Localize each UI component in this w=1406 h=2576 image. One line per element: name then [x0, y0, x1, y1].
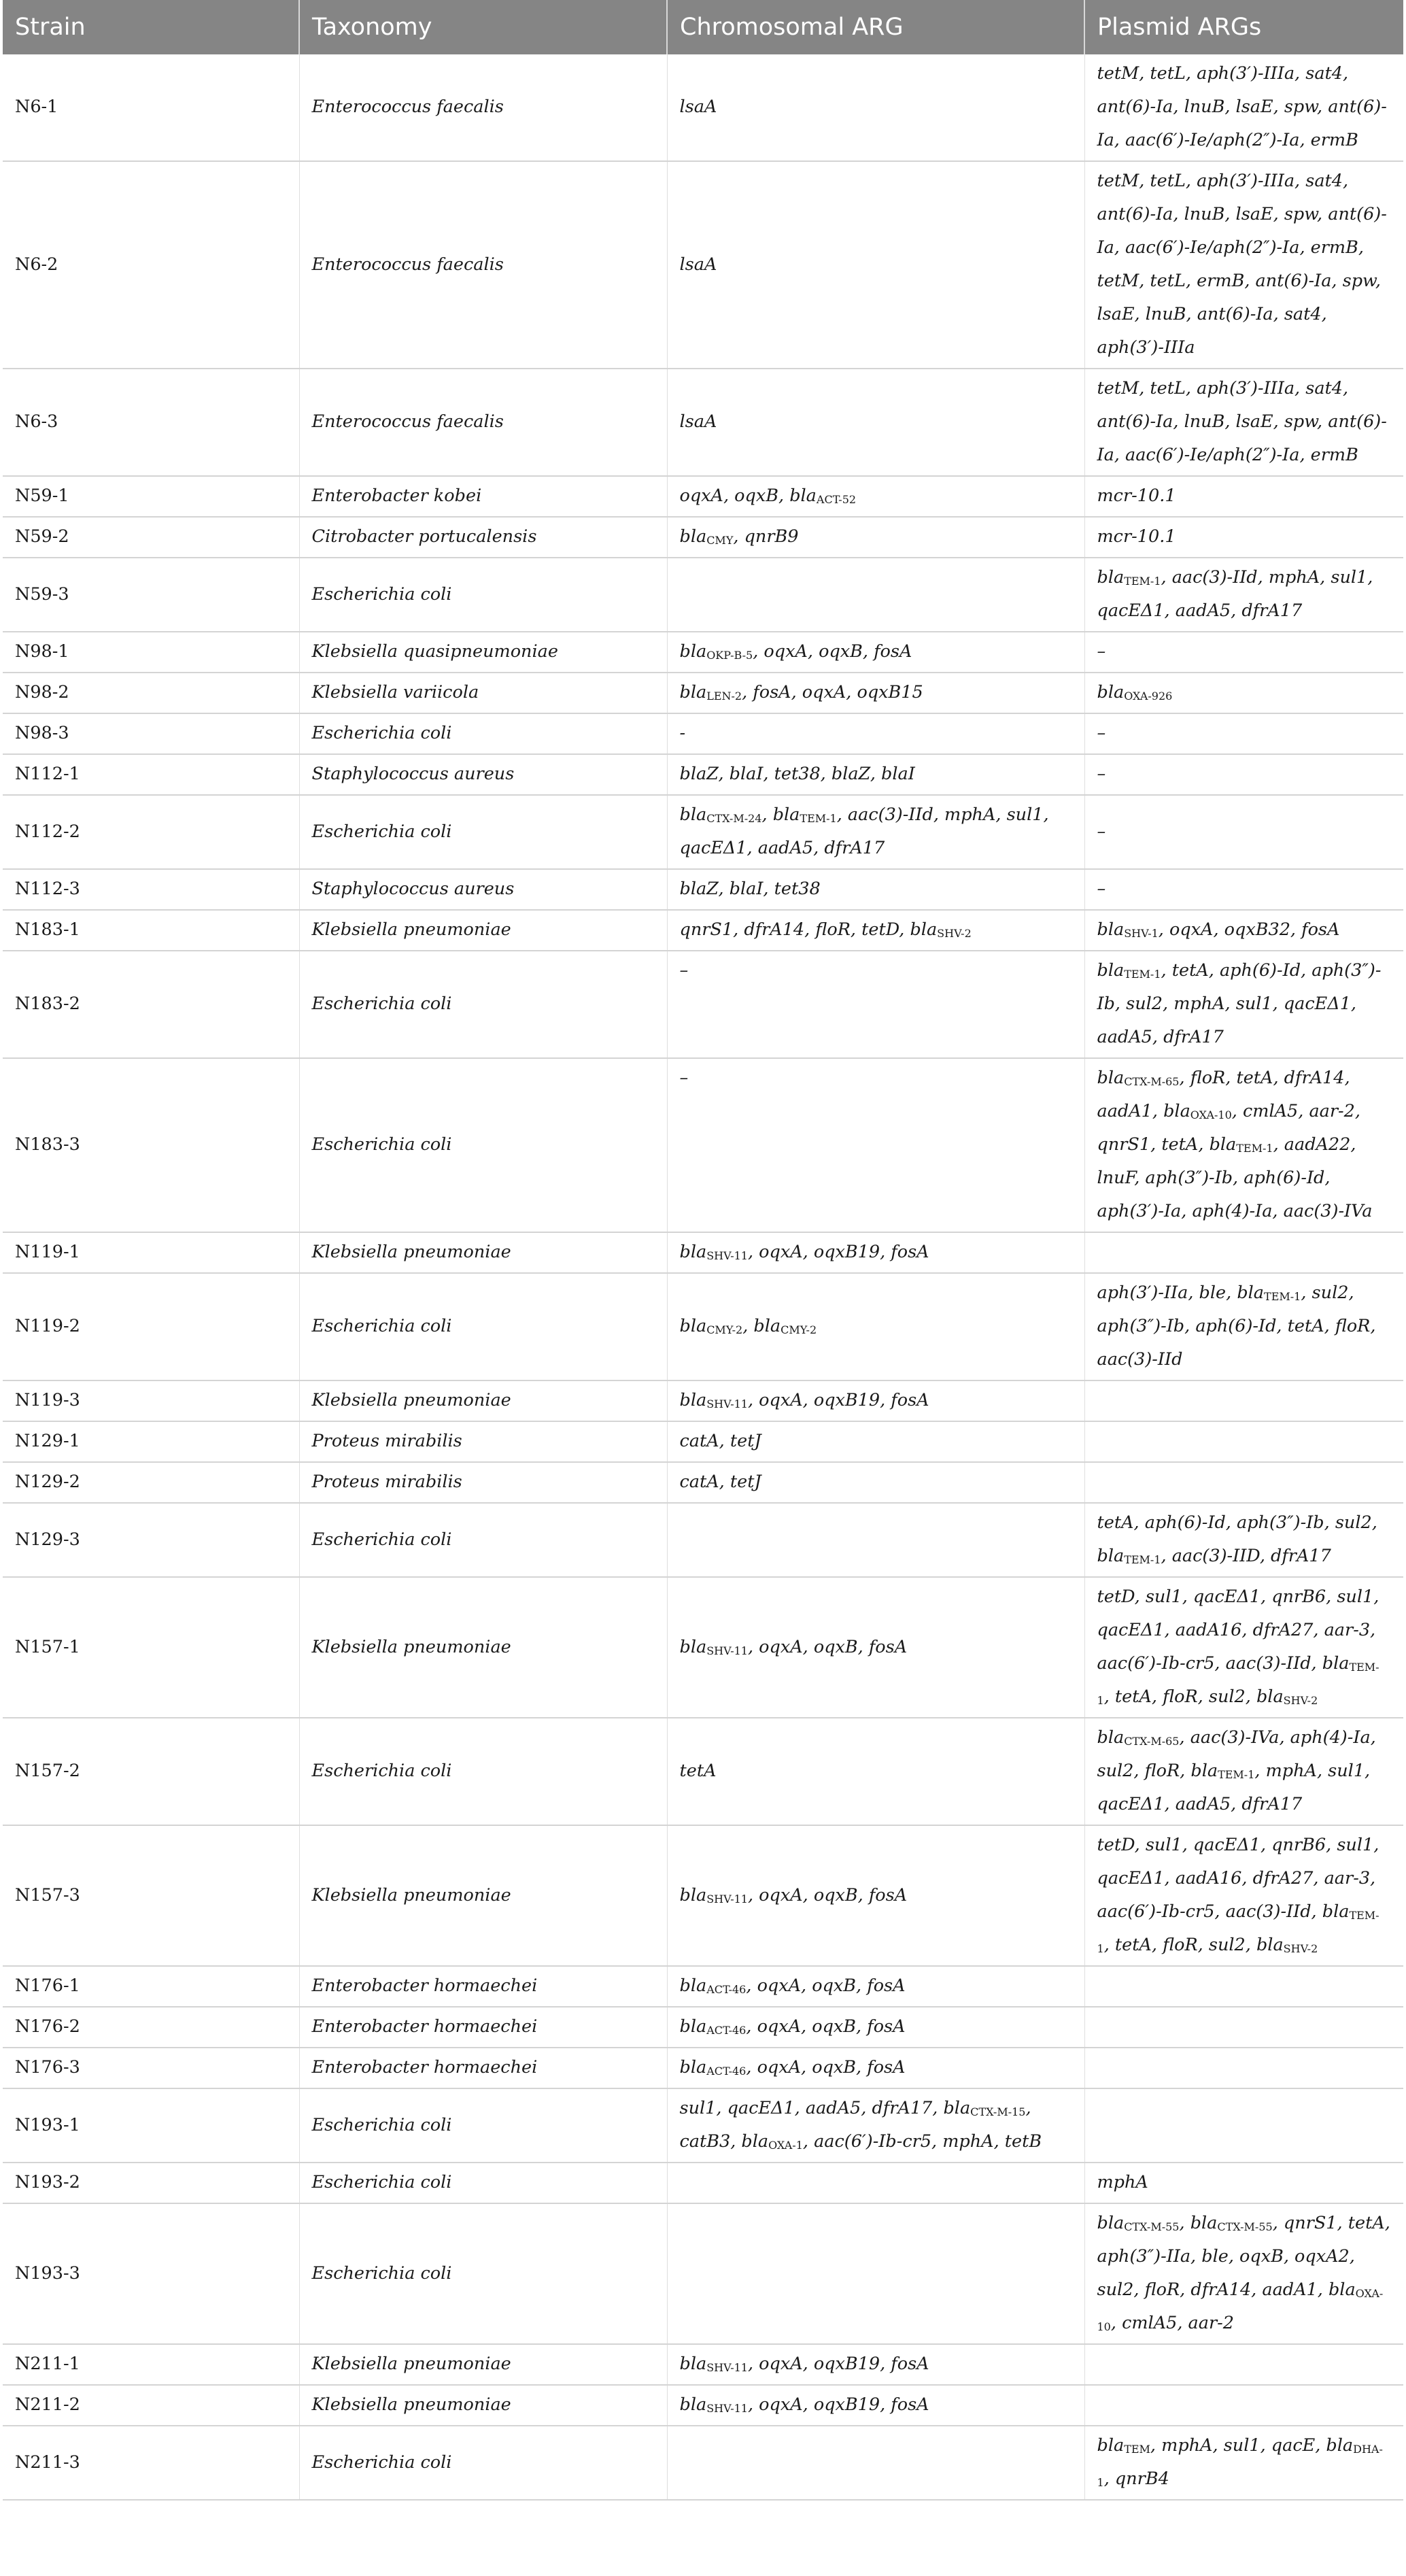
table-row — [3, 1380, 1403, 1421]
strain-cell: N193-1 — [3, 2088, 299, 2163]
chromosomal-arg-cell — [667, 2163, 1084, 2203]
table-row — [3, 558, 1403, 632]
table-row — [3, 951, 1403, 1058]
plasmid-args-cell: tetD, sul1, qacEΔ1, qnrB6, sul1, qacEΔ1, aadA16, dfrA27, aar-3, aac(6′)-Ib-cr5, aac(3)-IId, bla$_{TEM-1}$, tetA, floR, sul2, bla$_{SHV-2}$ — [1084, 1825, 1403, 1966]
chromosomal-arg-cell: bla$_{SHV-11}$, oqxA, oqxB, fosA — [667, 1825, 1084, 1966]
strain-cell: N183-1 — [3, 910, 299, 951]
arg-table — [3, 0, 1403, 2501]
chromosomal-arg-cell: bla$_{OKP-B-5}$, oqxA, oqxB, fosA — [667, 632, 1084, 673]
table-row — [3, 869, 1403, 910]
taxonomy-cell: Staphylococcus aureus — [299, 869, 667, 910]
strain-cell: N119-2 — [3, 1273, 299, 1380]
taxonomy-cell: Enterobacter kobei — [299, 476, 667, 517]
table-body — [3, 54, 1403, 2500]
taxonomy-cell: Klebsiella pneumoniae — [299, 1232, 667, 1273]
plasmid-args-cell: – — [1084, 795, 1403, 869]
table-row — [3, 1058, 1403, 1232]
taxonomy-cell: Klebsiella variicola — [299, 673, 667, 713]
strain-cell: N211-3 — [3, 2426, 299, 2500]
table-row — [3, 2007, 1403, 2048]
strain-cell: N98-1 — [3, 632, 299, 673]
chromosomal-arg-cell — [667, 2203, 1084, 2344]
plasmid-args-cell: tetD, sul1, qacEΔ1, qnrB6, sul1, qacEΔ1, aadA16, dfrA27, aar-3, aac(6′)-Ib-cr5, aac(3)-IId, bla$_{TEM-1}$, tetA, floR, sul2, bla$_{SHV-2}$ — [1084, 1577, 1403, 1718]
strain-cell: N98-2 — [3, 673, 299, 713]
chromosomal-arg-cell — [667, 1503, 1084, 1577]
plasmid-args-cell — [1084, 1966, 1403, 2007]
table-header — [3, 0, 1403, 54]
strain-cell: N176-1 — [3, 1966, 299, 2007]
table-row — [3, 476, 1403, 517]
plasmid-args-cell — [1084, 2385, 1403, 2426]
taxonomy-cell: Escherichia coli — [299, 558, 667, 632]
plasmid-args-cell: bla$_{CTX-M-65}$, aac(3)-IVa, aph(4)-Ia, sul2, floR, bla$_{TEM-1}$, mphA, sul1, qacEΔ1, aadA5, dfrA17 — [1084, 1718, 1403, 1825]
table-row — [3, 1503, 1403, 1577]
chromosomal-arg-cell: bla$_{ACT-46}$, oqxA, oqxB, fosA — [667, 1966, 1084, 2007]
table-row — [3, 1421, 1403, 1462]
header-row — [3, 0, 1403, 54]
plasmid-args-cell: mcr-10.1 — [1084, 476, 1403, 517]
taxonomy-cell: Escherichia coli — [299, 713, 667, 754]
taxonomy-cell: Escherichia coli — [299, 951, 667, 1058]
taxonomy-cell: Escherichia coli — [299, 795, 667, 869]
table-row — [3, 1232, 1403, 1273]
table-row — [3, 673, 1403, 713]
strain-cell: N119-1 — [3, 1232, 299, 1273]
plasmid-args-cell: bla$_{TEM}$, mphA, sul1, qacE, bla$_{DHA-1}$, qnrB4 — [1084, 2426, 1403, 2500]
table-row — [3, 1462, 1403, 1503]
taxonomy-cell: Proteus mirabilis — [299, 1462, 667, 1503]
table-row — [3, 1825, 1403, 1966]
taxonomy-cell: Enterobacter hormaechei — [299, 2048, 667, 2088]
plasmid-args-cell: bla$_{TEM-1}$, aac(3)-IId, mphA, sul1, qacEΔ1, aadA5, dfrA17 — [1084, 558, 1403, 632]
taxonomy-cell: Klebsiella pneumoniae — [299, 910, 667, 951]
chromosomal-arg-cell: bla$_{LEN-2}$, fosA, oqxA, oqxB15 — [667, 673, 1084, 713]
plasmid-args-cell: tetM, tetL, aph(3′)-IIIa, sat4, ant(6)-Ia, lnuB, lsaE, spw, ant(6)-Ia, aac(6′)-Ie/aph(2″)-Ia, ermB — [1084, 54, 1403, 161]
strain-cell: N59-1 — [3, 476, 299, 517]
taxonomy-cell: Klebsiella pneumoniae — [299, 2344, 667, 2385]
arg-table-container — [3, 0, 1403, 2501]
taxonomy-cell: Citrobacter portucalensis — [299, 517, 667, 558]
chromosomal-arg-cell — [667, 2426, 1084, 2500]
plasmid-args-cell: tetM, tetL, aph(3′)-IIIa, sat4, ant(6)-Ia, lnuB, lsaE, spw, ant(6)-Ia, aac(6′)-Ie/aph(2″)-Ia, ermB — [1084, 369, 1403, 476]
chromosomal-arg-cell: bla$_{ACT-46}$, oqxA, oqxB, fosA — [667, 2007, 1084, 2048]
strain-cell: N59-2 — [3, 517, 299, 558]
taxonomy-cell: Escherichia coli — [299, 2203, 667, 2344]
strain-cell: N157-2 — [3, 1718, 299, 1825]
plasmid-args-cell — [1084, 2344, 1403, 2385]
plasmid-args-cell — [1084, 2088, 1403, 2163]
plasmid-args-cell: bla$_{OXA-926}$ — [1084, 673, 1403, 713]
plasmid-args-cell — [1084, 1232, 1403, 1273]
strain-cell: N6-1 — [3, 54, 299, 161]
chromosomal-arg-cell: tetA — [667, 1718, 1084, 1825]
chromosomal-arg-cell: catA, tetJ — [667, 1462, 1084, 1503]
plasmid-args-cell — [1084, 2048, 1403, 2088]
chromosomal-arg-cell — [667, 558, 1084, 632]
chromosomal-arg-cell: sul1, qacEΔ1, aadA5, dfrA17, bla$_{CTX-M-15}$, catB3, bla$_{OXA-1}$, aac(6′)-Ib-cr5, mphA, tetB — [667, 2088, 1084, 2163]
plasmid-args-cell: mphA — [1084, 2163, 1403, 2203]
table-row — [3, 517, 1403, 558]
strain-cell: N6-2 — [3, 161, 299, 369]
taxonomy-cell: Enterobacter hormaechei — [299, 2007, 667, 2048]
table-row — [3, 1718, 1403, 1825]
taxonomy-cell: Klebsiella pneumoniae — [299, 1380, 667, 1421]
table-row — [3, 1577, 1403, 1718]
strain-cell: N112-1 — [3, 754, 299, 795]
chromosomal-arg-cell: – — [667, 951, 1084, 1058]
strain-cell: N176-2 — [3, 2007, 299, 2048]
table-row — [3, 795, 1403, 869]
chromosomal-arg-cell: bla$_{SHV-11}$, oqxA, oqxB19, fosA — [667, 1232, 1084, 1273]
strain-cell: N59-3 — [3, 558, 299, 632]
chromosomal-arg-cell: bla$_{SHV-11}$, oqxA, oqxB19, fosA — [667, 2385, 1084, 2426]
strain-cell: N112-2 — [3, 795, 299, 869]
table-row — [3, 161, 1403, 369]
taxonomy-cell: Escherichia coli — [299, 2163, 667, 2203]
strain-cell: N112-3 — [3, 869, 299, 910]
plasmid-args-cell: tetM, tetL, aph(3′)-IIIa, sat4, ant(6)-Ia, lnuB, lsaE, spw, ant(6)-Ia, aac(6′)-Ie/aph(2″)-Ia, ermB, tetM, tetL, ermB, ant(6)-Ia, spw, lsaE, lnuB, ant(6)-Ia, sat4, aph(3′)-IIIa — [1084, 161, 1403, 369]
strain-cell: N183-3 — [3, 1058, 299, 1232]
header-strain: Strain — [3, 0, 299, 54]
table-row — [3, 1273, 1403, 1380]
strain-cell: N129-1 — [3, 1421, 299, 1462]
plasmid-args-cell: – — [1084, 754, 1403, 795]
chromosomal-arg-cell: qnrS1, dfrA14, floR, tetD, bla$_{SHV-2}$ — [667, 910, 1084, 951]
strain-cell: N193-2 — [3, 2163, 299, 2203]
plasmid-args-cell — [1084, 1421, 1403, 1462]
header-taxonomy: Taxonomy — [299, 0, 667, 54]
table-row — [3, 2385, 1403, 2426]
strain-cell: N183-2 — [3, 951, 299, 1058]
table-row — [3, 910, 1403, 951]
chromosomal-arg-cell: blaZ, blaI, tet38 — [667, 869, 1084, 910]
chromosomal-arg-cell: lsaA — [667, 161, 1084, 369]
strain-cell: N176-3 — [3, 2048, 299, 2088]
table-row — [3, 2203, 1403, 2344]
strain-cell: N6-3 — [3, 369, 299, 476]
taxonomy-cell: Klebsiella quasipneumoniae — [299, 632, 667, 673]
strain-cell: N98-3 — [3, 713, 299, 754]
header-chromosomal-arg: Chromosomal ARG — [667, 0, 1084, 54]
plasmid-args-cell — [1084, 2007, 1403, 2048]
strain-cell: N129-2 — [3, 1462, 299, 1503]
chromosomal-arg-cell: bla$_{CTX-M-24}$, bla$_{TEM-1}$, aac(3)-IId, mphA, sul1, qacEΔ1, aadA5, dfrA17 — [667, 795, 1084, 869]
strain-cell: N211-2 — [3, 2385, 299, 2426]
plasmid-args-cell: mcr-10.1 — [1084, 517, 1403, 558]
header-plasmid-args: Plasmid ARGs — [1084, 0, 1403, 54]
taxonomy-cell: Escherichia coli — [299, 2426, 667, 2500]
strain-cell: N129-3 — [3, 1503, 299, 1577]
chromosomal-arg-cell: lsaA — [667, 369, 1084, 476]
table-row — [3, 2344, 1403, 2385]
chromosomal-arg-cell: bla$_{CMY-2}$, bla$_{CMY-2}$ — [667, 1273, 1084, 1380]
taxonomy-cell: Enterococcus faecalis — [299, 369, 667, 476]
plasmid-args-cell: bla$_{CTX-M-65}$, floR, tetA, dfrA14, aadA1, bla$_{OXA-10}$, cmlA5, aar-2, qnrS1, tetA, bla$_{TEM-1}$, aadA22, lnuF, aph(3″)-Ib, aph(6)-Id, aph(3′)-Ia, aph(4)-Ia, aac(3)-IVa — [1084, 1058, 1403, 1232]
table-row — [3, 2426, 1403, 2500]
plasmid-args-cell — [1084, 1380, 1403, 1421]
taxonomy-cell: Proteus mirabilis — [299, 1421, 667, 1462]
taxonomy-cell: Enterococcus faecalis — [299, 54, 667, 161]
chromosomal-arg-cell: bla$_{CMY}$, qnrB9 — [667, 517, 1084, 558]
strain-cell: N157-1 — [3, 1577, 299, 1718]
chromosomal-arg-cell: blaZ, blaI, tet38, blaZ, blaI — [667, 754, 1084, 795]
chromosomal-arg-cell: oqxA, oqxB, bla$_{ACT-52}$ — [667, 476, 1084, 517]
taxonomy-cell: Enterobacter hormaechei — [299, 1966, 667, 2007]
chromosomal-arg-cell: bla$_{SHV-11}$, oqxA, oqxB19, fosA — [667, 1380, 1084, 1421]
taxonomy-cell: Escherichia coli — [299, 2088, 667, 2163]
table-row — [3, 2088, 1403, 2163]
plasmid-args-cell: – — [1084, 632, 1403, 673]
table-row — [3, 713, 1403, 754]
chromosomal-arg-cell: bla$_{SHV-11}$, oqxA, oqxB, fosA — [667, 1577, 1084, 1718]
chromosomal-arg-cell: bla$_{ACT-46}$, oqxA, oqxB, fosA — [667, 2048, 1084, 2088]
table-row — [3, 1966, 1403, 2007]
chromosomal-arg-cell: - — [667, 713, 1084, 754]
taxonomy-cell: Staphylococcus aureus — [299, 754, 667, 795]
taxonomy-cell: Enterococcus faecalis — [299, 161, 667, 369]
plasmid-args-cell: aph(3′)-IIa, ble, bla$_{TEM-1}$, sul2, aph(3″)-Ib, aph(6)-Id, tetA, floR, aac(3)-IId — [1084, 1273, 1403, 1380]
plasmid-args-cell: tetA, aph(6)-Id, aph(3″)-Ib, sul2, bla$_{TEM-1}$, aac(3)-IID, dfrA17 — [1084, 1503, 1403, 1577]
taxonomy-cell: Klebsiella pneumoniae — [299, 1577, 667, 1718]
strain-cell: N193-3 — [3, 2203, 299, 2344]
taxonomy-cell: Escherichia coli — [299, 1273, 667, 1380]
chromosomal-arg-cell: lsaA — [667, 54, 1084, 161]
taxonomy-cell: Escherichia coli — [299, 1718, 667, 1825]
chromosomal-arg-cell: catA, tetJ — [667, 1421, 1084, 1462]
plasmid-args-cell: bla$_{SHV-1}$, oqxA, oqxB32, fosA — [1084, 910, 1403, 951]
chromosomal-arg-cell: bla$_{SHV-11}$, oqxA, oqxB19, fosA — [667, 2344, 1084, 2385]
taxonomy-cell: Klebsiella pneumoniae — [299, 1825, 667, 1966]
table-row — [3, 2048, 1403, 2088]
table-row — [3, 369, 1403, 476]
table-row — [3, 632, 1403, 673]
plasmid-args-cell: – — [1084, 713, 1403, 754]
table-row — [3, 54, 1403, 161]
taxonomy-cell: Escherichia coli — [299, 1503, 667, 1577]
plasmid-args-cell — [1084, 1462, 1403, 1503]
table-row — [3, 2163, 1403, 2203]
plasmid-args-cell: bla$_{TEM-1}$, tetA, aph(6)-Id, aph(3″)-Ib, sul2, mphA, sul1, qacEΔ1, aadA5, dfrA17 — [1084, 951, 1403, 1058]
table-row — [3, 754, 1403, 795]
strain-cell: N119-3 — [3, 1380, 299, 1421]
strain-cell: N211-1 — [3, 2344, 299, 2385]
plasmid-args-cell: – — [1084, 869, 1403, 910]
plasmid-args-cell: bla$_{CTX-M-55}$, bla$_{CTX-M-55}$, qnrS1, tetA, aph(3″)-IIa, ble, oqxB, oqxA2, sul2, floR, dfrA14, aadA1, bla$_{OXA-10}$, cmlA5, aar-2 — [1084, 2203, 1403, 2344]
taxonomy-cell: Klebsiella pneumoniae — [299, 2385, 667, 2426]
taxonomy-cell: Escherichia coli — [299, 1058, 667, 1232]
strain-cell: N157-3 — [3, 1825, 299, 1966]
chromosomal-arg-cell: – — [667, 1058, 1084, 1232]
